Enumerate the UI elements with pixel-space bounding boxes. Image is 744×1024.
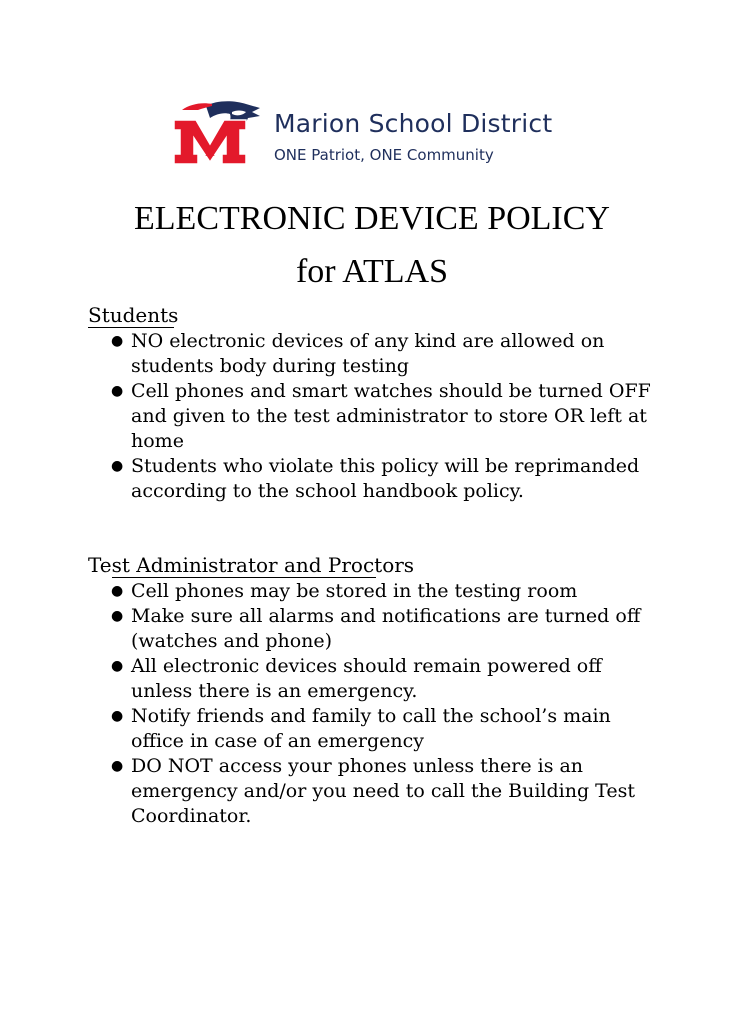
list-item: [110, 704, 710, 754]
list-item-line: (watches and phone): [131, 630, 333, 652]
list-item-line: home: [131, 430, 184, 452]
students-heading: Students: [88, 303, 179, 327]
list-item-line: Students who violate this policy will be reprimanded: [131, 455, 640, 477]
proctors-bullet-list: [110, 579, 710, 829]
proctors-heading: Test Administrator and Proctors: [88, 553, 415, 577]
list-item-line: students body during testing: [131, 355, 409, 377]
page-title: ELECTRONIC DEVICE POLICY: [134, 200, 610, 237]
list-item: [110, 579, 710, 604]
bullet-icon: ●: [111, 758, 124, 774]
list-item-line: emergency and/or you need to call the Building Test: [131, 780, 636, 802]
bullet-icon: ●: [111, 333, 124, 349]
list-item-line: Coordinator.: [131, 805, 252, 827]
district-name: Marion School District: [274, 109, 553, 138]
list-item-line: All electronic devices should remain powered off: [131, 655, 602, 677]
list-item-line: Cell phones may be stored in the testing room: [131, 580, 578, 602]
bullet-icon: ●: [111, 608, 124, 624]
bullet-icon: ●: [111, 708, 124, 724]
logo-letter: M: [204, 148, 216, 159]
bullet-icon: ●: [111, 383, 124, 399]
bullet-icon: ●: [111, 458, 124, 474]
students-heading-underline: [88, 327, 174, 328]
list-item-line: Notify friends and family to call the school’s main: [131, 705, 611, 727]
proctors-heading-underline: [112, 577, 376, 578]
list-item: [110, 754, 710, 829]
list-item-line: and given to the test administrator to store OR left at: [131, 405, 647, 427]
list-item-line: unless there is an emergency.: [131, 680, 418, 702]
page-subtitle: for ATLAS: [295, 253, 449, 290]
list-item-line: office in case of an emergency: [131, 730, 425, 752]
students-bullet-list: [110, 329, 710, 504]
list-item: [110, 654, 710, 704]
patriot-m-logo-icon: [172, 100, 262, 168]
bullet-icon: ●: [111, 658, 124, 674]
list-item-line: NO electronic devices of any kind are allowed on: [131, 330, 605, 352]
list-item: [110, 454, 710, 504]
list-item: [110, 604, 710, 654]
list-item-line: according to the school handbook policy.: [131, 480, 524, 502]
list-item: [110, 379, 710, 454]
district-logo: [172, 100, 592, 170]
bullet-icon: ●: [111, 583, 124, 599]
list-item-line: DO NOT access your phones unless there is an: [131, 755, 584, 777]
list-item-line: Make sure all alarms and notifications are turned off: [131, 605, 641, 627]
district-tagline: ONE Patriot, ONE Community: [274, 146, 494, 164]
list-item-line: Cell phones and smart watches should be turned OFF: [131, 380, 651, 402]
list-item: [110, 329, 710, 379]
